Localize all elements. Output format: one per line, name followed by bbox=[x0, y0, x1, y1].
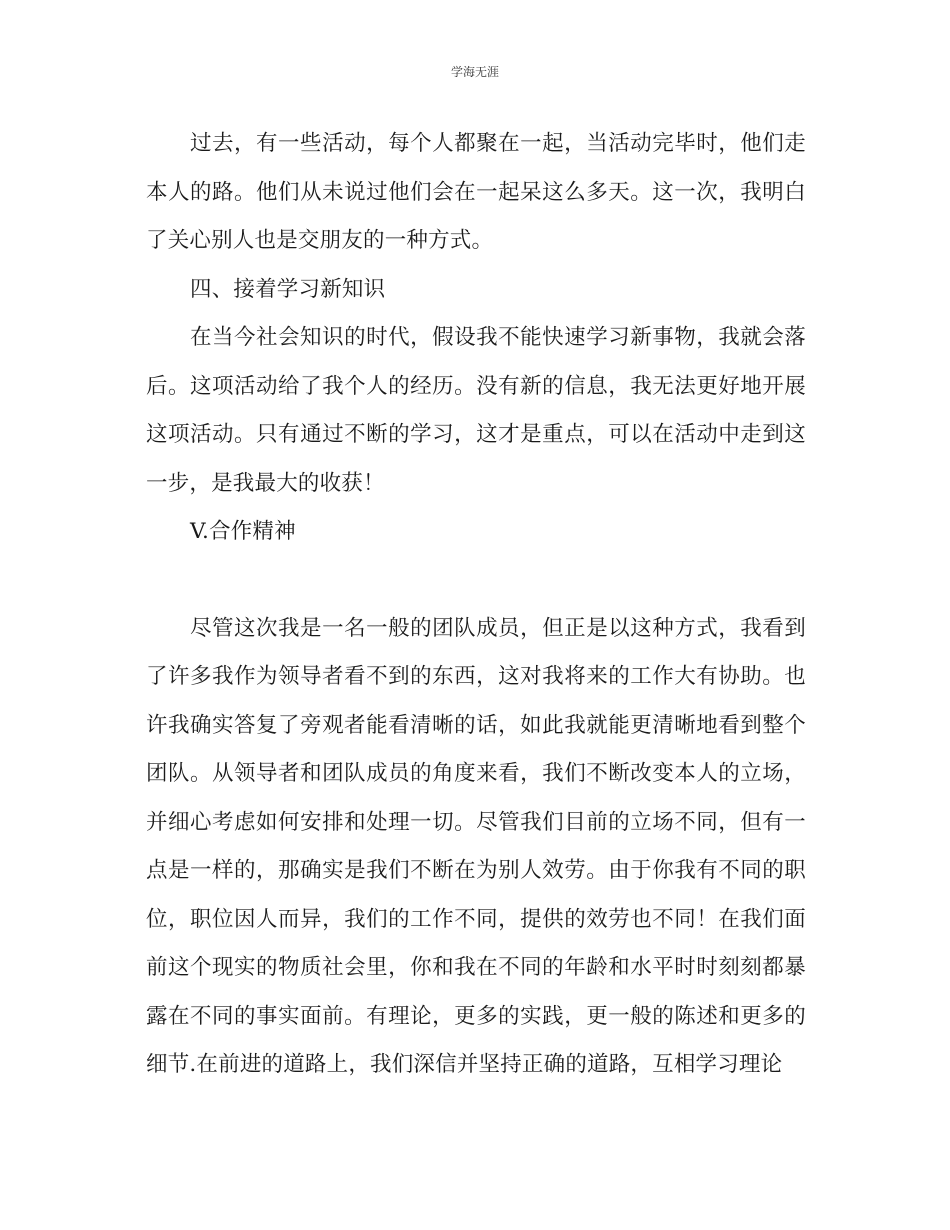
section-heading-learning: 四、接着学习新知识 bbox=[190, 276, 386, 302]
paragraph-learning: 在当今社会知识的时代，假设我不能快速学习新事物，我就会落后。这项活动给了我个人的经历。没有新的信息，我无法更好地开展这项活动。只有通过不断的学习，这才是重点，可以在活动中走到这一步，是我最大的收获！ bbox=[146, 325, 806, 496]
page-header: 学海无涯 bbox=[450, 65, 499, 79]
blank-gap bbox=[146, 557, 806, 605]
paragraph-friendship: 过去，有一些活动，每个人都聚在一起，当活动完毕时，他们走本人的路。他们从未说过他们会在一起呆这么多天。这一次，我明白了关心别人也是交朋友的一种方式。 bbox=[146, 131, 806, 253]
document-body bbox=[146, 120, 806, 1090]
paragraph-cooperation: 尽管这次我是一名一般的团队成员，但正是以这种方式，我看到了许多我作为领导者看不到的东西，这对我将来的工作大有协助。也许我确实答复了旁观者能看清晰的话，如此我就能更清晰地看到整个团队。从领导者和团队成员的角度来看，我们不断改变本人的立场，并细心考虑如何安排和处理一切。尽管我们目前的立场不同，但有一点是一样的，那确实是我们不断在为别人效劳。由于你我有不同的职位，职位因人而异，我们的工作不同，提供的效劳也不同！在我们面前这个现实的物质社会里，你和我在不同的年龄和水平时时刻刻都暴露在不同的事实面前。有理论，更多的实践，更一般的陈述和更多的细节.在前进的道路上，我们深信并坚持正确的道路，互相学习理论 bbox=[146, 615, 806, 1077]
section-heading-cooperation: V.合作精神 bbox=[190, 519, 296, 544]
